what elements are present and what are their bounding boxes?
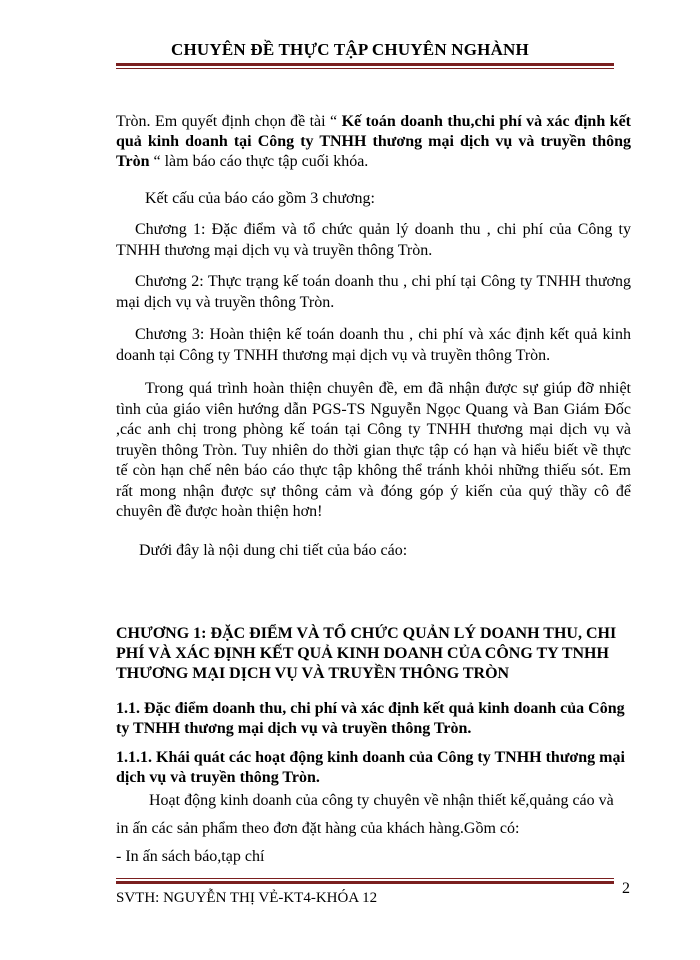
acknowledgement-paragraph: Trong quá trình hoàn thiện chuyên đề, em đã nhận được sự giúp đỡ nhiệt tình của giáo viên hướng dẫn PGS-TS Nguyễn Ngọc Quang và Ban Giám Đốc ,các anh chị trong phòng kế toán tại Công ty TNHH thương mại dịch vụ và truyền thông Tròn. Tuy nhiên do thời gian thực tập có hạn và hiểu biết về thực tế còn hạn chế nên báo cáo thực tập không thể tránh khỏi những thiếu sót. Em rất mong nhận được sự thông cảm và đóng góp ý kiến của quý thầy cô để chuyên đề được hoàn thiện hơn! — [116, 380, 631, 520]
structure-intro: Kết cấu của báo cáo gồm 3 chương: — [145, 190, 375, 207]
intro-lead: Tròn. Em quyết định chọn đề tài “ — [116, 113, 342, 130]
chapter-summary-2: Chương 2: Thực trạng kế toán doanh thu , chi phí tại Công ty TNHH thương mại dịch vụ và truyền thông Tròn. — [116, 273, 631, 311]
details-intro: Dưới đây là nội dung chi tiết của báo cáo: — [139, 542, 408, 559]
body-line-2: in ấn các sản phẩm theo đơn đặt hàng của khách hàng.Gồm có: — [116, 820, 520, 837]
header-rule-thin — [116, 68, 614, 69]
chapter-1-title: CHƯƠNG 1: ĐẶC ĐIỂM VÀ TỔ CHỨC QUẢN LÝ DOANH THU, CHI PHÍ VÀ XÁC ĐỊNH KẾT QUẢ KINH DOANH CỦA CÔNG TY TNHH THƯƠNG MẠI DỊCH VỤ VÀ TRUYỀN THÔNG TRÒN — [116, 625, 617, 682]
intro-tail: “ làm báo cáo thực tập cuối khóa. — [149, 153, 369, 170]
header-title: CHUYÊN ĐỀ THỰC TẬP CHUYÊN NGHÀNH — [171, 40, 529, 59]
section-1-1-1-heading: 1.1.1. Khái quát các hoạt động kinh doanh của Công ty TNHH thương mại dịch vụ và truyền thông Tròn. — [116, 749, 625, 786]
intro-paragraph — [116, 112, 631, 172]
bullet-item: - In ấn sách báo,tạp chí — [116, 848, 265, 865]
footer-author: SVTH: NGUYỄN THỊ VẺ-KT4-KHÓA 12 — [116, 890, 378, 906]
intro-topic: Kế toán doanh thu,chi phí và xác định kết quả kinh doanh tại Công ty TNHH thương mại dịch vụ và truyền thông Tròn — [116, 113, 631, 170]
chapter-summary-1: Chương 1: Đặc điểm và tổ chức quản lý doanh thu , chi phí của Công ty TNHH thương mại dịch vụ và truyền thông Tròn. — [116, 221, 631, 259]
page-number: 2 — [622, 880, 630, 897]
chapter-summary-3: Chương 3: Hoàn thiện kế toán doanh thu , chi phí và xác định kết quả kinh doanh tại Công ty TNHH thương mại dịch vụ và truyền thông Tròn. — [116, 326, 631, 364]
section-1-1-heading: 1.1. Đặc điểm doanh thu, chi phí và xác định kết quả kinh doanh của Công ty TNHH thương mại dịch vụ và truyền thông Tròn. — [116, 700, 625, 737]
footer-rule-thin — [116, 878, 614, 879]
body-line-1: Hoạt động kinh doanh của công ty chuyên về nhận thiết kế,quảng cáo và — [149, 792, 614, 809]
footer-rule-thick — [116, 881, 614, 884]
header-rule-thick — [116, 63, 614, 66]
